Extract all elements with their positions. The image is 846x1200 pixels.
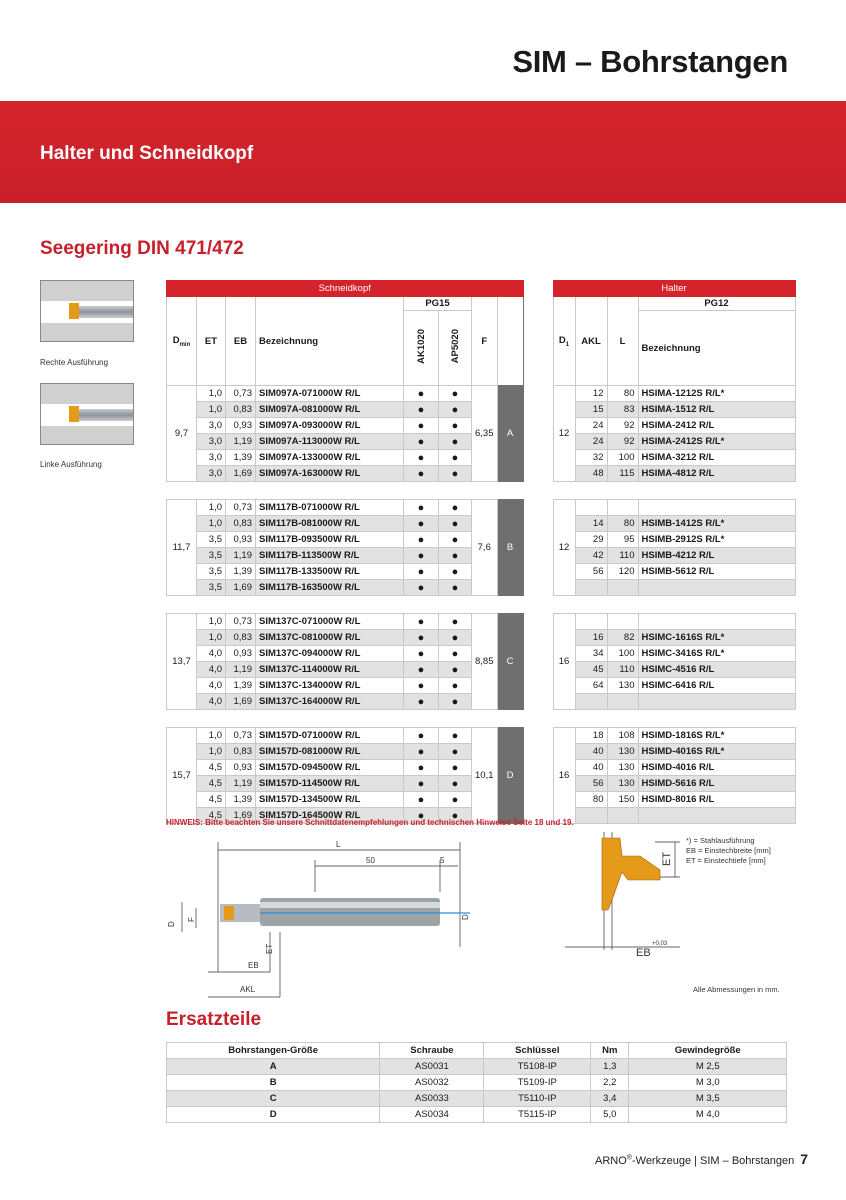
spare-parts-table: [166, 1042, 787, 1123]
cell-bezeichnung: SIM137C-071000W R/L: [256, 614, 404, 630]
cell-eb: 1,19: [226, 434, 256, 450]
cell-bezeichnung: SIM117B-081000W R/L: [256, 516, 404, 532]
cell-halter-bezeichnung: HSIMD-4016S R/L*: [638, 744, 795, 760]
cell-et: 1,0: [197, 402, 226, 418]
cell-ak1020: ●: [404, 808, 439, 824]
cell-et: 3,0: [197, 450, 226, 466]
cell-l: 100: [607, 450, 638, 466]
cell-size: A: [497, 386, 523, 482]
cell-d1: 16: [553, 728, 575, 824]
legend: *) = Stahlausführung EB = Einstechbreite [mm] ET = Einstechtiefe [mm]: [686, 836, 771, 865]
col-dmin: $D_{min}$: [167, 297, 197, 386]
col-et: ET: [197, 297, 226, 386]
cell-bezeichnung: SIM157D-094500W R/L: [256, 760, 404, 776]
cell-bezeichnung: SIM097A-113000W R/L: [256, 434, 404, 450]
cell-halter-bezeichnung: HSIMB-2912S R/L*: [638, 532, 795, 548]
cell-et: 1,0: [197, 630, 226, 646]
cell-l: [607, 808, 638, 824]
cell-ap5020: ●: [439, 614, 472, 630]
cell-bezeichnung: SIM137C-134000W R/L: [256, 678, 404, 694]
right-version-caption: Rechte Ausführung: [40, 358, 109, 367]
cell-ap5020: ●: [439, 694, 472, 710]
cell-ap5020: ●: [439, 386, 472, 402]
cell-ak1020: ●: [404, 646, 439, 662]
cell-bezeichnung: SIM157D-081000W R/L: [256, 744, 404, 760]
cell-ak1020: ●: [404, 728, 439, 744]
cell-l: 80: [607, 386, 638, 402]
cell-eb: 0,73: [226, 386, 256, 402]
cell-halter-bezeichnung: [638, 500, 795, 516]
cell-halter-bezeichnung: HSIMC-4516 R/L: [638, 662, 795, 678]
cell-et: 4,5: [197, 776, 226, 792]
cell-l: 130: [607, 678, 638, 694]
cell-eb: 0,93: [226, 418, 256, 434]
table-row: [167, 500, 796, 516]
cell-eb: 0,93: [226, 760, 256, 776]
dim-EB-profile: EB: [636, 947, 651, 957]
col-halter-bezeichnung: Bezeichnung: [638, 311, 795, 386]
cell-halter-bezeichnung: HSIMC-6416 R/L: [638, 678, 795, 694]
group-schneidkopf: Schneidkopf: [167, 281, 524, 297]
dim-D1: D: [461, 914, 470, 920]
cell-l: [607, 580, 638, 596]
cell-halter-bezeichnung: HSIMC-1616S R/L*: [638, 630, 795, 646]
cell-l: 92: [607, 434, 638, 450]
cell-et: 4,0: [197, 694, 226, 710]
cell-bezeichnung: SIM097A-093000W R/L: [256, 418, 404, 434]
hint-text: HINWEIS: Bitte beachten Sie unsere Schnittdatenempfehlungen und technischen Hinweise Seite 18 und 19.: [166, 818, 574, 827]
cell-bezeichnung: SIM157D-114500W R/L: [256, 776, 404, 792]
cell-ap5020: ●: [439, 564, 472, 580]
cell-bezeichnung: SIM117B-163500W R/L: [256, 580, 404, 596]
cell-et: 3,0: [197, 418, 226, 434]
cell-akl: 12: [575, 386, 607, 402]
cell-ak1020: ●: [404, 564, 439, 580]
cell-l: [607, 500, 638, 516]
cell-et: 4,0: [197, 662, 226, 678]
left-version-image: [40, 383, 134, 445]
cell-ap5020: ●: [439, 450, 472, 466]
cell-halter-bezeichnung: HSIMD-4016 R/L: [638, 760, 795, 776]
dim-F: F: [187, 917, 196, 922]
spare-row: D AS0034 T5115-IP 5,0 M 4,0: [167, 1107, 787, 1123]
cell-ap5020: ●: [439, 662, 472, 678]
cell-akl: 48: [575, 466, 607, 482]
dim-L: L: [336, 840, 341, 849]
cell-ap5020: ●: [439, 548, 472, 564]
cell-akl: 34: [575, 646, 607, 662]
cell-f: 6,35: [472, 386, 498, 482]
cell-bezeichnung: SIM137C-114000W R/L: [256, 662, 404, 678]
cell-l: 130: [607, 776, 638, 792]
spare-header: Gewindegröße: [629, 1043, 787, 1059]
spare-header: Bohrstangen-Größe: [167, 1043, 380, 1059]
cell-akl: 40: [575, 744, 607, 760]
cell-ap5020: ●: [439, 532, 472, 548]
cell-halter-bezeichnung: [638, 694, 795, 710]
cell-l: [607, 694, 638, 710]
cell-bezeichnung: SIM117B-093500W R/L: [256, 532, 404, 548]
cell-ap5020: ●: [439, 466, 472, 482]
cell-ak1020: ●: [404, 402, 439, 418]
col-ak1020: AK1020: [404, 311, 439, 386]
technical-drawing: [160, 832, 480, 1002]
cell-bezeichnung: SIM097A-133000W R/L: [256, 450, 404, 466]
footer: ARNO®-Werkzeuge | SIM – Bohrstangen 7: [595, 1151, 808, 1167]
cell-bezeichnung: SIM137C-164000W R/L: [256, 694, 404, 710]
cell-halter-bezeichnung: HSIMD-1816S R/L*: [638, 728, 795, 744]
cell-et: 4,5: [197, 808, 226, 824]
spare-parts-title: Ersatzteile: [166, 1009, 262, 1030]
cell-f: 7,6: [472, 500, 498, 596]
cell-bezeichnung: SIM157D-164500W R/L: [256, 808, 404, 824]
cell-halter-bezeichnung: HSIMA-1212S R/L*: [638, 386, 795, 402]
cell-bezeichnung: SIM157D-134500W R/L: [256, 792, 404, 808]
cell-ap5020: ●: [439, 744, 472, 760]
cell-ak1020: ●: [404, 548, 439, 564]
col-bezeichnung: Bezeichnung: [256, 297, 404, 386]
cell-et: 1,0: [197, 614, 226, 630]
cell-ap5020: ●: [439, 500, 472, 516]
cell-size: B: [497, 500, 523, 596]
cell-d1: 16: [553, 614, 575, 710]
cell-ap5020: ●: [439, 776, 472, 792]
cell-ak1020: ●: [404, 532, 439, 548]
col-l: L: [607, 297, 638, 386]
cell-halter-bezeichnung: HSIMB-4212 R/L: [638, 548, 795, 564]
cell-halter-bezeichnung: HSIMA-4812 R/L: [638, 466, 795, 482]
section-title: Seegering DIN 471/472: [40, 238, 244, 259]
cell-eb: 0,73: [226, 614, 256, 630]
cell-l: 110: [607, 662, 638, 678]
cell-eb: 1,69: [226, 580, 256, 596]
cell-l: 82: [607, 630, 638, 646]
cell-halter-bezeichnung: HSIMA-3212 R/L: [638, 450, 795, 466]
cell-ak1020: ●: [404, 744, 439, 760]
spare-header: Nm: [591, 1043, 629, 1059]
cell-eb: 0,73: [226, 728, 256, 744]
cell-bezeichnung: SIM157D-071000W R/L: [256, 728, 404, 744]
spare-row: C AS0033 T5110-IP 3,4 M 3,5: [167, 1091, 787, 1107]
cell-akl: 14: [575, 516, 607, 532]
cell-halter-bezeichnung: HSIMB-1412S R/L*: [638, 516, 795, 532]
cell-et: 1,0: [197, 516, 226, 532]
cell-ap5020: ●: [439, 418, 472, 434]
cell-akl: 15: [575, 402, 607, 418]
cell-eb: 1,69: [226, 466, 256, 482]
cell-ap5020: ●: [439, 792, 472, 808]
cell-ap5020: ●: [439, 580, 472, 596]
cell-akl: 56: [575, 776, 607, 792]
cell-et: 3,5: [197, 580, 226, 596]
cell-ak1020: ●: [404, 466, 439, 482]
cell-bezeichnung: SIM117B-133500W R/L: [256, 564, 404, 580]
cell-ap5020: ●: [439, 434, 472, 450]
cell-eb: 1,39: [226, 792, 256, 808]
cell-et: 3,0: [197, 434, 226, 450]
cell-l: 100: [607, 646, 638, 662]
cell-akl: [575, 614, 607, 630]
cell-halter-bezeichnung: [638, 808, 795, 824]
cell-l: 120: [607, 564, 638, 580]
cell-ap5020: ●: [439, 728, 472, 744]
table-row: [167, 728, 796, 744]
cell-size: D: [497, 728, 523, 824]
cell-akl: 64: [575, 678, 607, 694]
cell-akl: 80: [575, 792, 607, 808]
cell-l: [607, 614, 638, 630]
cell-et: 4,5: [197, 760, 226, 776]
cell-eb: 0,73: [226, 500, 256, 516]
cell-bezeichnung: SIM097A-071000W R/L: [256, 386, 404, 402]
cell-d1: 12: [553, 386, 575, 482]
cell-halter-bezeichnung: HSIMA-2412 R/L: [638, 418, 795, 434]
cell-halter-bezeichnung: [638, 614, 795, 630]
cell-l: 83: [607, 402, 638, 418]
right-version-image: [40, 280, 134, 342]
col-d1: $D_1$: [553, 297, 575, 386]
cell-ak1020: ●: [404, 760, 439, 776]
cell-eb: 0,83: [226, 744, 256, 760]
cell-et: 1,0: [197, 500, 226, 516]
cell-akl: 24: [575, 418, 607, 434]
dim-Dmin: D: [167, 921, 176, 927]
left-version-caption: Linke Ausführung: [40, 460, 102, 469]
col-groesse: Größe: [497, 297, 523, 386]
cell-eb: 1,19: [226, 662, 256, 678]
cell-ap5020: ●: [439, 808, 472, 824]
cell-et: 3,5: [197, 564, 226, 580]
dim-AKL: AKL: [240, 985, 256, 994]
page-number: 7: [800, 1151, 808, 1167]
cell-ap5020: ●: [439, 760, 472, 776]
cell-ak1020: ●: [404, 662, 439, 678]
cell-ak1020: ●: [404, 678, 439, 694]
cell-akl: 56: [575, 564, 607, 580]
cell-eb: 1,69: [226, 694, 256, 710]
spare-row: A AS0031 T5108-IP 1,3 M 2,5: [167, 1059, 787, 1075]
cell-l: 92: [607, 418, 638, 434]
cell-l: 108: [607, 728, 638, 744]
cell-akl: 40: [575, 760, 607, 776]
cell-akl: 42: [575, 548, 607, 564]
cell-akl: 45: [575, 662, 607, 678]
cell-halter-bezeichnung: HSIMD-8016 R/L: [638, 792, 795, 808]
cell-size: C: [497, 614, 523, 710]
cell-akl: 16: [575, 630, 607, 646]
cell-et: 4,5: [197, 792, 226, 808]
cell-ak1020: ●: [404, 630, 439, 646]
cell-dmin: 11,7: [167, 500, 197, 596]
cell-et: 4,0: [197, 678, 226, 694]
cell-ak1020: ●: [404, 386, 439, 402]
cell-akl: 24: [575, 434, 607, 450]
cell-ap5020: ●: [439, 516, 472, 532]
cell-eb: 0,83: [226, 630, 256, 646]
cell-f: 8,85: [472, 614, 498, 710]
cell-eb: 0,83: [226, 516, 256, 532]
col-akl: AKL: [575, 297, 607, 386]
cell-ap5020: ●: [439, 630, 472, 646]
cell-ap5020: ●: [439, 678, 472, 694]
col-pg12: PG12: [638, 297, 795, 311]
profile-drawing: [560, 832, 680, 957]
cell-ak1020: ●: [404, 516, 439, 532]
cell-bezeichnung: SIM137C-094000W R/L: [256, 646, 404, 662]
cell-akl: [575, 580, 607, 596]
cell-ak1020: ●: [404, 776, 439, 792]
cell-eb: 1,39: [226, 450, 256, 466]
cell-ak1020: ●: [404, 614, 439, 630]
dim-ET-profile: ET: [661, 851, 673, 866]
dim-EB-tolerance: +0,03: [652, 941, 668, 947]
cell-et: 3,5: [197, 532, 226, 548]
cell-l: 80: [607, 516, 638, 532]
cell-akl: [575, 694, 607, 710]
product-table: [166, 280, 796, 824]
cell-eb: 0,93: [226, 532, 256, 548]
cell-halter-bezeichnung: [638, 580, 795, 596]
dim-EB: EB: [248, 961, 259, 970]
cell-ak1020: ●: [404, 792, 439, 808]
cell-bezeichnung: SIM097A-163000W R/L: [256, 466, 404, 482]
cell-d1: 12: [553, 500, 575, 596]
cell-bezeichnung: SIM097A-081000W R/L: [256, 402, 404, 418]
cell-dmin: 13,7: [167, 614, 197, 710]
cell-akl: [575, 808, 607, 824]
cell-akl: 18: [575, 728, 607, 744]
cell-et: 1,0: [197, 744, 226, 760]
cell-halter-bezeichnung: HSIMD-5616 R/L: [638, 776, 795, 792]
cell-halter-bezeichnung: HSIMA-1512 R/L: [638, 402, 795, 418]
table-row: [167, 614, 796, 630]
cell-akl: 29: [575, 532, 607, 548]
cell-ap5020: ●: [439, 646, 472, 662]
cell-bezeichnung: SIM137C-081000W R/L: [256, 630, 404, 646]
cell-halter-bezeichnung: HSIMC-3416S R/L*: [638, 646, 795, 662]
cell-ak1020: ●: [404, 418, 439, 434]
col-pg15: PG15: [404, 297, 472, 311]
band-title: Halter und Schneidkopf: [40, 143, 254, 164]
dim-50: 50: [366, 856, 375, 865]
cell-et: 3,0: [197, 466, 226, 482]
col-ap5020: AP5020: [439, 311, 472, 386]
col-eb: EB: [226, 297, 256, 386]
cell-eb: 1,19: [226, 548, 256, 564]
dim-5: 5: [440, 856, 445, 865]
cell-ak1020: ●: [404, 450, 439, 466]
cell-halter-bezeichnung: HSIMA-2412S R/L*: [638, 434, 795, 450]
page-title: SIM – Bohrstangen: [512, 44, 788, 79]
cell-ak1020: ●: [404, 580, 439, 596]
spare-row: B AS0032 T5109-IP 2,2 M 3,0: [167, 1075, 787, 1091]
col-f: F: [472, 297, 498, 386]
cell-eb: 1,69: [226, 808, 256, 824]
cell-dmin: 15,7: [167, 728, 197, 824]
cell-akl: 32: [575, 450, 607, 466]
table-row: [167, 386, 796, 402]
cell-halter-bezeichnung: HSIMB-5612 R/L: [638, 564, 795, 580]
cell-l: 95: [607, 532, 638, 548]
cell-bezeichnung: SIM117B-113500W R/L: [256, 548, 404, 564]
cell-et: 1,0: [197, 386, 226, 402]
cell-ap5020: ●: [439, 402, 472, 418]
cell-et: 4,0: [197, 646, 226, 662]
cell-l: 130: [607, 744, 638, 760]
cell-eb: 0,93: [226, 646, 256, 662]
cell-et: 1,0: [197, 728, 226, 744]
header-band: [0, 101, 846, 203]
cell-l: 110: [607, 548, 638, 564]
cell-ak1020: ●: [404, 694, 439, 710]
group-halter: Halter: [553, 281, 795, 297]
cell-ak1020: ●: [404, 434, 439, 450]
spare-header: Schlüssel: [484, 1043, 591, 1059]
cell-eb: 1,39: [226, 564, 256, 580]
cell-ak1020: ●: [404, 500, 439, 516]
cell-et: 3,5: [197, 548, 226, 564]
cell-bezeichnung: SIM117B-071000W R/L: [256, 500, 404, 516]
cell-akl: [575, 500, 607, 516]
cell-f: 10,1: [472, 728, 498, 824]
dim-ET: ET: [265, 943, 274, 954]
cell-l: 130: [607, 760, 638, 776]
cell-eb: 1,39: [226, 678, 256, 694]
cell-dmin: 9,7: [167, 386, 197, 482]
cell-eb: 1,19: [226, 776, 256, 792]
cell-l: 115: [607, 466, 638, 482]
cell-l: 150: [607, 792, 638, 808]
spare-header: Schraube: [380, 1043, 484, 1059]
all-dimensions-note: Alle Abmessungen in mm.: [693, 985, 780, 994]
cell-eb: 0,83: [226, 402, 256, 418]
